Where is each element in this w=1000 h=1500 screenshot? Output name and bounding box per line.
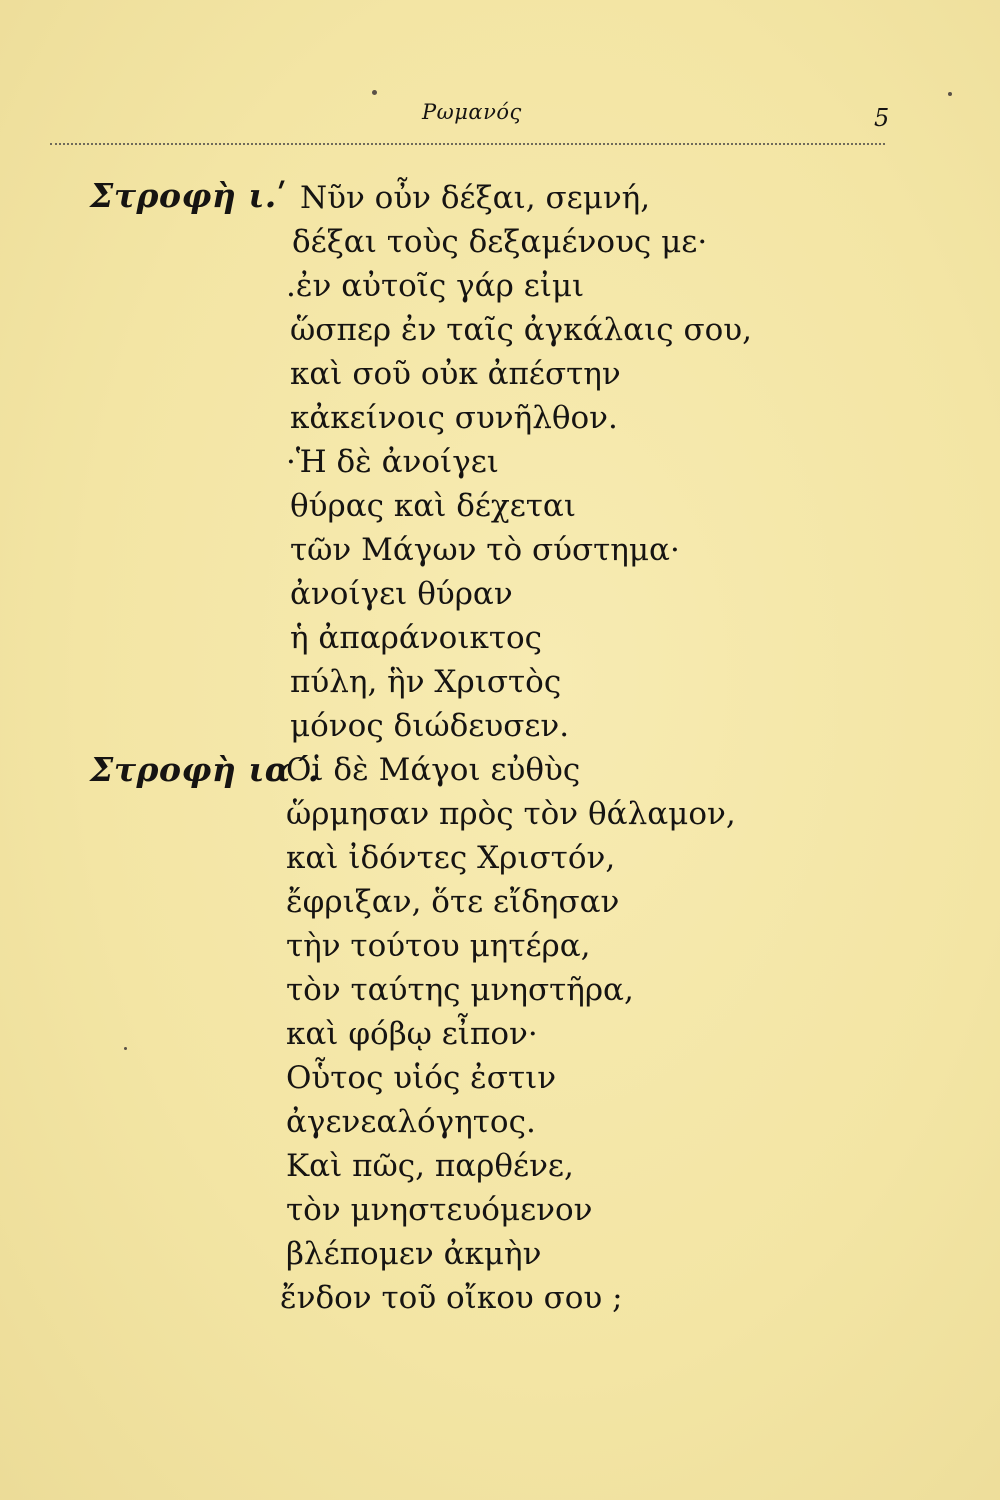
verse-line: βλέπομεν ἀκμὴν xyxy=(286,1236,542,1272)
verse-line: ·Ἡ δὲ ἀνοίγει xyxy=(286,444,499,480)
verse-line: τὸν ταύτης μνηστῆρα, xyxy=(286,972,634,1008)
verse-line: τὴν τούτου μητέρα, xyxy=(286,928,591,964)
ink-speck xyxy=(948,92,952,96)
verse-line: τῶν Μάγων τὸ σύστημα· xyxy=(290,532,680,568)
verse-line: .ἐν αὐτοῖς γάρ εἰμι xyxy=(286,268,585,304)
ink-speck xyxy=(372,90,377,95)
ink-speck xyxy=(124,1047,127,1050)
verse-line: μόνος διώδευσεν. xyxy=(290,708,570,744)
verse-line: δέξαι τοὺς δεξαμένους με· xyxy=(292,224,708,260)
strophe-label-11: Στροφὴ ια΄. xyxy=(90,750,320,789)
running-title: Ρωμανός xyxy=(422,100,522,124)
verse-line: τὸν μνηστευόμενον xyxy=(286,1192,593,1228)
verse-line: ὥρμησαν πρὸς τὸν θάλαμον, xyxy=(286,796,736,832)
verse-line: ἔφριξαν, ὅτε εἴδησαν xyxy=(286,884,620,920)
verse-line: Οἱ δὲ Μάγοι εὐθὺς xyxy=(286,752,581,788)
verse-line: καὶ σοῦ οὐκ ἀπέστην xyxy=(290,356,621,392)
page-number: 5 xyxy=(874,104,890,132)
verse-line: Νῦν οὖν δέξαι, σεμνή, xyxy=(300,180,651,216)
verse-line: Καὶ πῶς, παρθένε, xyxy=(286,1148,574,1184)
verse-line: ὥσπερ ἐν ταῖς ἀγκάλαις σου, xyxy=(290,312,752,348)
verse-line: Οὗτος υἱός ἐστιν xyxy=(286,1060,557,1096)
strophe-label-10: Στροφὴ ι.ʹ xyxy=(90,176,288,215)
header-divider xyxy=(50,143,885,145)
verse-line: ἀνοίγει θύραν xyxy=(290,576,513,612)
verse-line: ἡ ἀπαράνοικτος xyxy=(290,620,543,656)
verse-line: καὶ φόβῳ εἶπον· xyxy=(286,1016,538,1052)
verse-line: ἔνδον τοῦ οἴκου σου ; xyxy=(280,1280,623,1316)
verse-line: ἀγενεαλόγητος. xyxy=(286,1104,536,1140)
verse-line: πύλη, ἣν Χριστὸς xyxy=(290,664,562,700)
verse-line: κἀκείνοις συνῆλθον. xyxy=(290,400,618,436)
verse-line: θύρας καὶ δέχεται xyxy=(290,488,577,524)
verse-line: καὶ ἰδόντες Χριστόν, xyxy=(286,840,616,876)
